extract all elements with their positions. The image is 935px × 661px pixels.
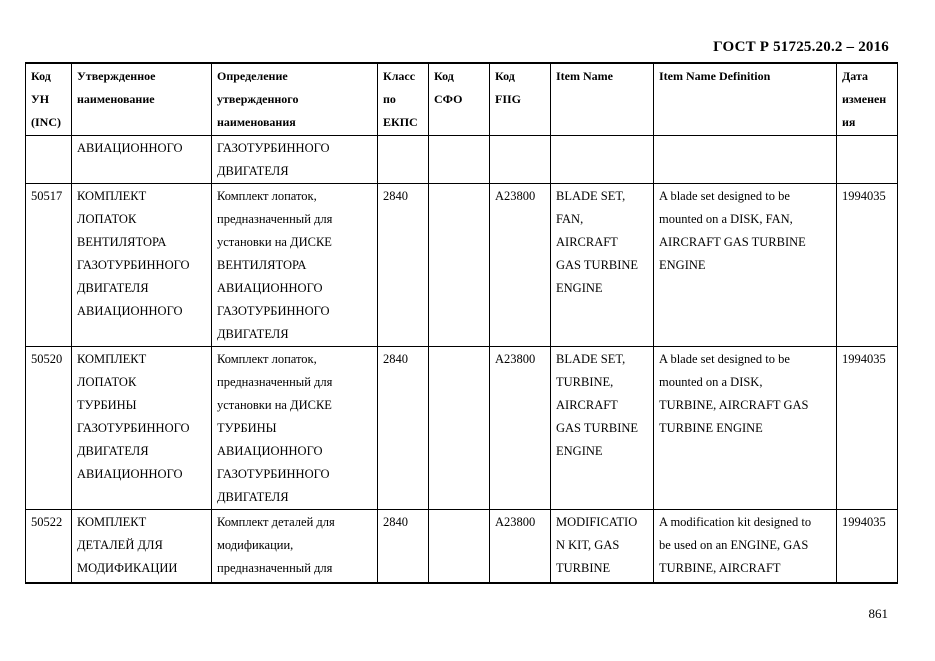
cell-ekps-class: 2840	[378, 347, 429, 510]
cell-item-name-definition: A modification kit designed to be used on an ENGINE, GAS TURBINE, AIRCRAFT	[654, 510, 837, 584]
table-row-continuation	[26, 136, 898, 184]
cell-definition: Комплект деталей для модификации, предназначенный для	[212, 510, 378, 584]
cell-ekps-class: 2840	[378, 510, 429, 584]
header-item-name-definition: Item Name Definition	[654, 63, 837, 136]
table-row	[26, 347, 898, 510]
cell-change-date: 1994035	[837, 184, 898, 347]
cell-fiig-code: A23800	[490, 510, 551, 584]
cell-item-name: BLADE SET, TURBINE, AIRCRAFT GAS TURBINE ENGINE	[551, 347, 654, 510]
cell-approved-name: АВИАЦИОННОГО	[72, 136, 212, 184]
cell-inc: 50517	[26, 184, 72, 347]
cell-sfo-code	[429, 184, 490, 347]
cell-definition: Комплект лопаток, предназначенный для установки на ДИСКЕ ВЕНТИЛЯТОРА АВИАЦИОННОГО ГАЗОТУРБИННОГО ДВИГАТЕЛЯ	[212, 184, 378, 347]
cell-inc: 50522	[26, 510, 72, 584]
table-row	[26, 184, 898, 347]
cell-item-name-definition	[654, 136, 837, 184]
cell-change-date: 1994035	[837, 510, 898, 584]
cell-sfo-code	[429, 136, 490, 184]
cell-fiig-code: A23800	[490, 347, 551, 510]
header-definition: Определение утвержденного наименования	[212, 63, 378, 136]
header-approved-name: Утвержденное наименование	[72, 63, 212, 136]
cell-inc	[26, 136, 72, 184]
cell-approved-name: КОМПЛЕКТ ЛОПАТОК ТУРБИНЫ ГАЗОТУРБИННОГО ДВИГАТЕЛЯ АВИАЦИОННОГО	[72, 347, 212, 510]
cell-definition: ГАЗОТУРБИННОГО ДВИГАТЕЛЯ	[212, 136, 378, 184]
cell-ekps-class: 2840	[378, 184, 429, 347]
cell-item-name-definition: A blade set designed to be mounted on a DISK, FAN, AIRCRAFT GAS TURBINE ENGINE	[654, 184, 837, 347]
cell-item-name-definition: A blade set designed to be mounted on a DISK, TURBINE, AIRCRAFT GAS TURBINE ENGINE	[654, 347, 837, 510]
header-sfo-code: Код СФО	[429, 63, 490, 136]
cell-definition: Комплект лопаток, предназначенный для установки на ДИСКЕ ТУРБИНЫ АВИАЦИОННОГО ГАЗОТУРБИННОГО ДВИГАТЕЛЯ	[212, 347, 378, 510]
cell-change-date: 1994035	[837, 347, 898, 510]
cell-approved-name: КОМПЛЕКТ ЛОПАТОК ВЕНТИЛЯТОРА ГАЗОТУРБИННОГО ДВИГАТЕЛЯ АВИАЦИОННОГО	[72, 184, 212, 347]
header-change-date: Дата изменен ия	[837, 63, 898, 136]
cell-item-name	[551, 136, 654, 184]
cell-fiig-code: A23800	[490, 184, 551, 347]
cell-ekps-class	[378, 136, 429, 184]
cell-sfo-code	[429, 510, 490, 584]
cell-inc: 50520	[26, 347, 72, 510]
page-number: 861	[868, 606, 888, 621]
catalog-table	[25, 62, 898, 584]
cell-sfo-code	[429, 347, 490, 510]
cell-item-name: MODIFICATIO N KIT, GAS TURBINE	[551, 510, 654, 584]
cell-change-date	[837, 136, 898, 184]
header-item-name: Item Name	[551, 63, 654, 136]
header-ekps-class: Класс по ЕКПС	[378, 63, 429, 136]
header-inc: Код УН (INC)	[26, 63, 72, 136]
cell-approved-name: КОМПЛЕКТ ДЕТАЛЕЙ ДЛЯ МОДИФИКАЦИИ	[72, 510, 212, 584]
cell-item-name: BLADE SET, FAN, AIRCRAFT GAS TURBINE ENGINE	[551, 184, 654, 347]
table-header-row	[26, 63, 898, 136]
cell-fiig-code	[490, 136, 551, 184]
table-row	[26, 510, 898, 584]
standard-designation: ГОСТ Р 51725.20.2 – 2016	[713, 39, 889, 55]
header-fiig-code: Код FIIG	[490, 63, 551, 136]
